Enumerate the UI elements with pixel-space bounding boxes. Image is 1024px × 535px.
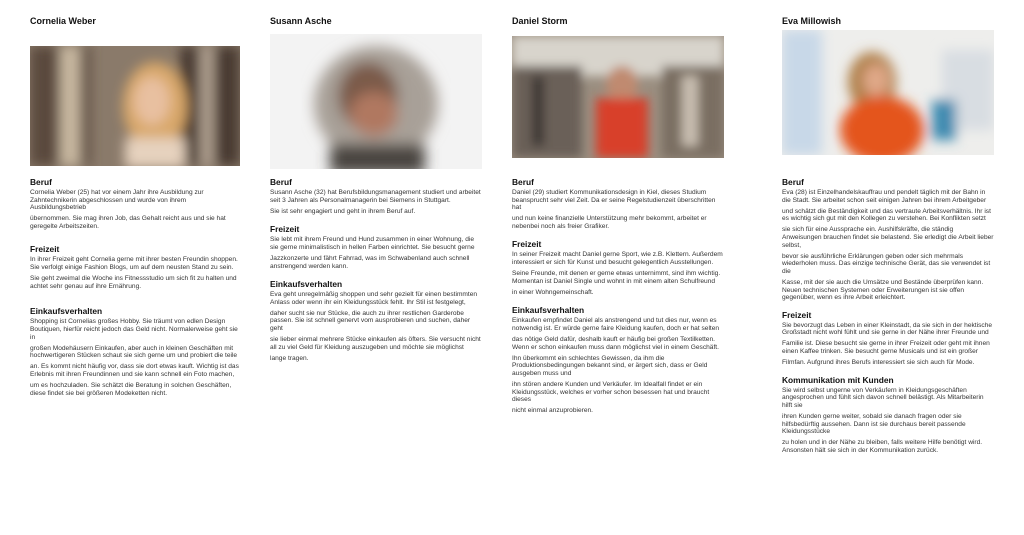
- paragraph: Sie lebt mit ihrem Freund und Hund zusammen in einer Wohnung, die sie gerne minimalistisch in hellen Farben einrichtet. Sie besucht gerne: [270, 236, 475, 251]
- persona-details: [782, 177, 994, 458]
- paragraph: Eva (28) ist Einzelhandelskauffrau und pendelt täglich mit der Bahn in die Stadt. Sie arbeitet schon seit einigen Jahren bei ihrem Arbeitgeber: [782, 189, 987, 204]
- section-einkaufsverhalten: [512, 305, 724, 415]
- section-freizeit: [782, 310, 994, 367]
- section-heading: Freizeit: [512, 239, 542, 250]
- paragraph: an. Es kommt nicht häufig vor, dass sie dort etwas kauft. Wichtig ist das Erlebnis mit ihren Freundinnen und sie kann schnell ein Foto machen,: [30, 363, 239, 378]
- paragraph: Sie geht zweimal die Woche ins Fitnessstudio um sich fit zu halten und achtet sehr genau auf ihre Ernährung.: [30, 275, 237, 290]
- paragraph: Seine Freunde, mit denen er gerne etwas unternimmt, sind ihm wichtig. Momentan ist Daniel Single und wohnt in mit einem alten Schulfreund: [512, 270, 721, 285]
- section-heading: Beruf: [30, 177, 52, 187]
- section-heading: Kommunikation mit Kunden: [782, 374, 894, 385]
- paragraph: daher sucht sie nur Stücke, die auch zu ihrer restlichen Garderobe passen. Sie ist schnell genervt vom ausprobieren und suchen, daher geht: [270, 309, 471, 333]
- paragraph: Einkaufen empfindet Daniel als anstrengend und tut dies nur, wenn es notwendig ist. Er würde gerne faire Kleidung kaufen, doch er hat selten: [512, 317, 720, 333]
- persona-photo: [782, 30, 994, 155]
- persona-photo: [30, 46, 240, 166]
- section-freizeit: [512, 239, 724, 296]
- paragraph: ihn stören andere Kunden und Verkäufer. Im Idealfall findet er ein Kleidungsstück, welches er vorher schon besessen hat und braucht dieses: [512, 381, 710, 404]
- paragraph: sie lieber einmal mehrere Stücke einkaufen als öfters. Sie versucht nicht all zu viel Geld für Kleidung auszugeben und möchte sie möglichst: [270, 336, 481, 351]
- paragraph: In ihrer Freizeit geht Cornelia gerne mit ihrer besten Freundin shoppen. Sie verfolgt einige Fashion Blogs, um auf dem neusten Stand zu sein.: [30, 256, 238, 272]
- section-freizeit: [270, 224, 482, 270]
- paragraph: Shopping ist Cornelias großes Hobby. Sie träumt von edlen Design Boutiquen, hierfür reicht jedoch das Geld nicht. Normalerweise geht sie in: [30, 318, 238, 341]
- section-beruf: [512, 177, 724, 230]
- paragraph: und nun keine finanzielle Unterstützung mehr bekommt, arbeitet er nebenbei noch als freier Grafiker.: [512, 215, 707, 230]
- paragraph: übernommen. Sie mag ihren Job, das Gehalt reicht aus und sie hat geregelte Arbeitszeiten.: [30, 215, 226, 230]
- section-heading: Beruf: [512, 177, 534, 187]
- paragraph: Familie ist. Diese besucht sie gerne in ihrer Freizeit oder geht mit ihnen einen Kaffee trinken. Sie besucht gerne Musicals und ist ein großer: [782, 340, 990, 355]
- section-heading: Freizeit: [270, 224, 300, 235]
- persona-photo: [270, 34, 482, 169]
- section-heading: Beruf: [270, 177, 292, 187]
- paragraph: um es hochzuladen. Sie schätzt die Beratung in solchen Geschäften, diese findet sie bei größeren Modeketten nicht.: [30, 382, 232, 397]
- paragraph: großen Modehäusern Einkaufen, aber auch in kleinen Geschäften mit hochwertigeren Stücken schaut sie sich gerne um und probiert die teile: [30, 344, 238, 360]
- section-heading: Einkaufsverhalten: [30, 306, 103, 317]
- section-heading: Einkaufsverhalten: [512, 305, 585, 316]
- paragraph: In seiner Freizeit macht Daniel gerne Sport, wie z.B. Klettern. Außerdem interessiert er sich für Kunst und besucht gelegentlich Ausstellungen.: [512, 251, 723, 267]
- persona-name: Susann Asche: [270, 16, 332, 26]
- persona-name: Daniel Storm: [512, 16, 568, 26]
- paragraph: nicht einmal anzuprobieren.: [512, 407, 594, 415]
- paragraph: lange tragen.: [270, 354, 309, 362]
- section-beruf: [782, 177, 994, 302]
- paragraph: Daniel (29) studiert Kommunikationsdesign in Kiel, dieses Studium beansprucht sehr viel Zeit. Da er seine Regelstudienzeit überschritten hat: [512, 189, 716, 212]
- paragraph: Susann Asche (32) hat Berufsbildungsmanagement studiert und arbeitet seit 3 Jahren als Personalmanagerin bei Siemens in Stuttgart.: [270, 189, 481, 204]
- section-freizeit: [30, 244, 242, 290]
- paragraph: Sie bevorzugt das Leben in einer Kleinstadt, da sie sich in der hektische Großstadt nicht wohl fühlt und sie gerne in der Nähe ihrer Freunde und: [782, 321, 993, 337]
- paragraph: in einer Wohngemeinschaft.: [512, 288, 594, 296]
- persona-details: [512, 177, 724, 418]
- section-heading: Freizeit: [30, 244, 60, 255]
- paragraph: Filmfan. Aufgrund ihres Berufs interessiert sie sich auch für Mode.: [782, 359, 975, 367]
- paragraph: sie sich für eine Aussprache ein. Aushilfskräfte, die ständig Anweisungen brauchen findet sie belastend. Sie erledigt die Arbeit lieber selbst,: [782, 226, 994, 249]
- persona-details: [30, 177, 242, 401]
- paragraph: zu holen und in der Nähe zu bleiben, falls weitere Hilfe benötigt wird. Ansonsten hält sie sich in der Kommunikation zurück.: [782, 439, 983, 454]
- paragraph: und schätzt die Beständigkeit und das vertraute Arbeitsverhältnis. Ihr ist es wichtig sich gut mit den Kollegen zu verstehen. Bei Konflikten setzt: [782, 207, 991, 223]
- paragraph: Ihn überkommt ein schlechtes Gewissen, da ihm die Produktionsbedingungen bekannt sind, er ärgert sich, dass er Geld ausgeben muss und: [512, 354, 708, 377]
- paragraph: ihren Kunden gerne weiter, sobald sie danach fragen oder sie hilfsbedürftig aussehen. Dann ist sie durchaus bereit passende Kleidungsstücke: [782, 412, 966, 436]
- persona-details: [270, 177, 482, 366]
- section-kommunikation: [782, 375, 994, 455]
- section-einkaufsverhalten: [30, 306, 242, 397]
- paragraph: Jazzkonzerte und fährt Fahrrad, was im Schwabenland auch schnell anstrengend werden kann.: [270, 254, 470, 270]
- section-heading: Freizeit: [782, 309, 812, 320]
- paragraph: Sie ist sehr engagiert und geht in ihrem Beruf auf.: [270, 207, 416, 215]
- section-heading: Beruf: [782, 177, 804, 187]
- persona-photo: [512, 36, 724, 158]
- persona-name: Eva Millowish: [782, 16, 842, 26]
- paragraph: bevor sie ausführliche Erklärungen geben oder sich mehrmals wiederholen muss. Das einzige technische Gerät, das sie verwendet ist die: [782, 252, 991, 275]
- section-beruf: [30, 177, 242, 230]
- section-heading: Einkaufsverhalten: [270, 279, 343, 290]
- paragraph: Kasse, mit der sie auch die Umsätze und Bestände überprüfen kann. Neuen technischen Systemen oder Erweiterungen ist sie offen gegenüber, wenn es ihre Arbeit erleichtert.: [782, 278, 984, 302]
- section-einkaufsverhalten: [270, 279, 482, 362]
- section-beruf: [270, 177, 482, 215]
- paragraph: das nötige Geld dafür, deshalb kauft er häufig bei großen Textilketten. Wenn er schon einkaufen muss dann möglichst viel in einem Geschäft.: [512, 336, 719, 351]
- paragraph: Cornelia Weber (25) hat vor einem Jahr ihre Ausbildung zur Zahntechnikerin abgeschlossen und wurde von ihrem Ausbildungsbetrieb: [30, 189, 204, 212]
- persona-name: Cornelia Weber: [30, 16, 96, 26]
- paragraph: Eva geht unregelmäßig shoppen und sehr gezielt für einen bestimmten Anlass oder wenn ihr ein Kleidungsstück fehlt. Ihr Stil ist festgelegt,: [270, 291, 478, 306]
- paragraph: Sie wird selbst ungerne von Verkäufern in Kleidungsgeschäften angesprochen und fühlt sich davon schnell belästigt. Als Mitarbeiterin hilft sie: [782, 386, 984, 409]
